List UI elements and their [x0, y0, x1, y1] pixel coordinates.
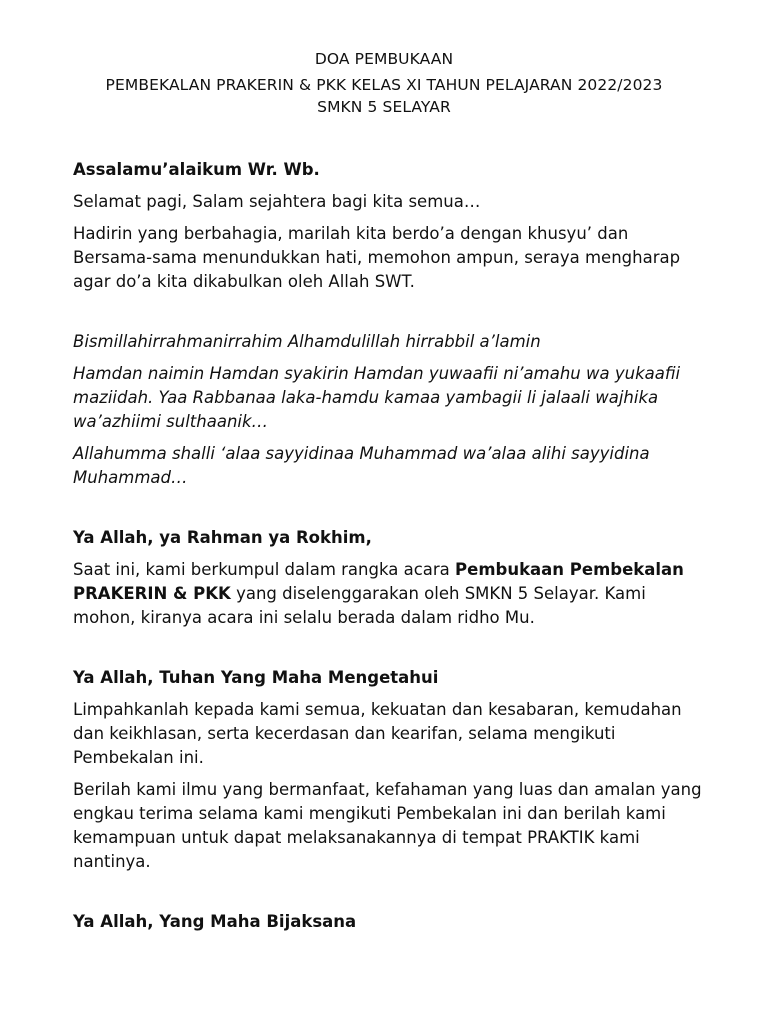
paragraph-invitation: Hadirin yang berbahagia, marilah kita berdo’a dengan khusyu’ dan Bersama-sama menundukkan hati, memohon ampun, seraya mengharap agar do’a kita dikabulkan oleh Allah SWT.	[73, 224, 681, 291]
greeting: Assalamu’alaikum Wr. Wb.	[73, 160, 320, 179]
school-name: SMKN 5 SELAYAR	[317, 98, 451, 116]
spacer	[73, 882, 703, 910]
heading-rahman: Ya Allah, ya Rahman ya Rokhim,	[73, 528, 372, 547]
document-subtitle: PEMBEKALAN PRAKERIN & PKK KELAS XI TAHUN PELAJARAN 2022/2023	[105, 76, 663, 94]
paragraph-knowledge: Berilah kami ilmu yang bermanfaat, kefahaman yang luas dan amalan yang engkau terima selama kami mengikuti Pembekalan ini dan berilah kami kemampuan untuk dapat melaksanakannya di tempat PRAKTIK kami nantinya.	[73, 780, 702, 871]
document-header	[0, 48, 768, 118]
event-text-end: yang diselenggarakan oleh SMKN 5 Selayar. Kami mohon, kiranya acara ini selalu berada dalam ridho Mu.	[73, 584, 646, 627]
prayer-basmalah: Bismillahirrahmanirrahim Alhamdulillah hirrabbil a’lamin	[73, 332, 541, 351]
paragraph-event	[73, 558, 703, 630]
prayer-shalawat: Allahumma shalli ‘alaa sayyidinaa Muhammad wa’alaa alihi sayyidina Muhammad…	[73, 444, 650, 487]
paragraph-welcome: Selamat pagi, Salam sejahtera bagi kita semua…	[73, 192, 481, 211]
event-text-start: Saat ini, kami berkumpul dalam rangka acara	[73, 560, 456, 579]
document-title: DOA PEMBUKAAN	[314, 50, 454, 68]
paragraph-blessings: Limpahkanlah kepada kami semua, kekuatan dan kesabaran, kemudahan dan keikhlasan, serta kecerdasan dan kearifan, selama mengikuti Pembekalan ini.	[73, 700, 682, 767]
heading-maha-mengetahui: Ya Allah, Tuhan Yang Maha Mengetahui	[73, 668, 439, 687]
document-body	[73, 158, 703, 942]
spacer	[73, 498, 703, 526]
prayer-hamdalah: Hamdan naimin Hamdan syakirin Hamdan yuwaafii ni’amahu wa yukaafii maziidah. Yaa Rabbanaa laka-hamdu kamaa yambagii li jalaali wajhika wa’azhiimi sulthaanik…	[73, 364, 681, 431]
event-name: Pembukaan Pembekalan PRAKERIN & PKK	[73, 560, 684, 603]
spacer	[73, 302, 703, 330]
heading-bijaksana: Ya Allah, Yang Maha Bijaksana	[73, 912, 357, 931]
spacer	[73, 638, 703, 666]
